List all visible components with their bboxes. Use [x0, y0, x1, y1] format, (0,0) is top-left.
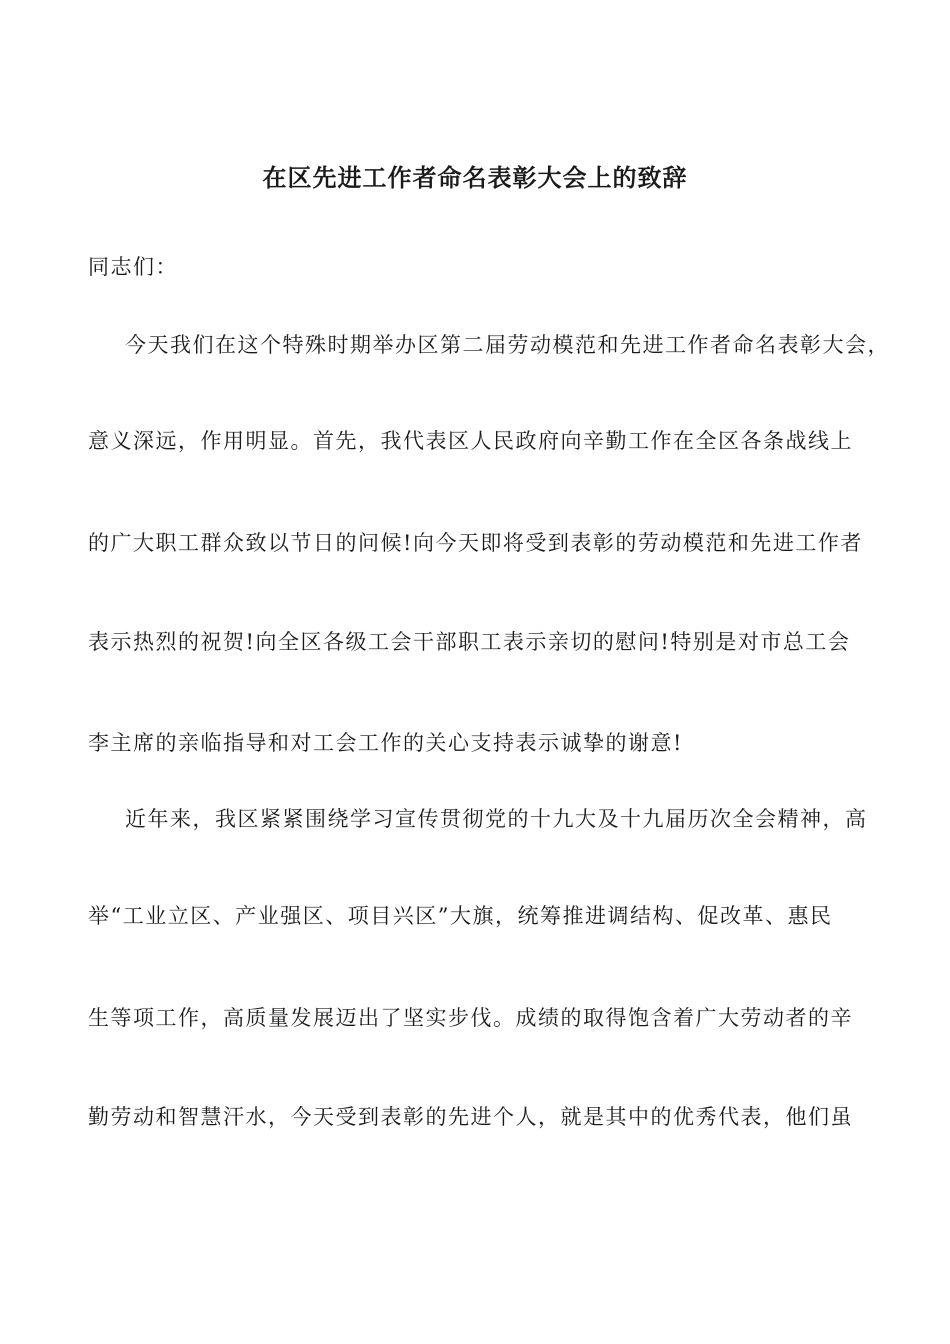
salutation: 同志们： — [88, 255, 178, 279]
paragraph-line: 表示热烈的祝贺!向全区各级工会干部职工表示亲切的慰问!特别是对市总工会 — [88, 630, 851, 654]
paragraph-line: 生等项工作，高质量发展迈出了坚实步伐。成绩的取得饱含着广大劳动者的辛 — [88, 1006, 853, 1030]
paragraph-line: 近年来，我区紧紧围绕学习宣传贯彻党的十九大及十九届历次全会精神，高 — [125, 807, 868, 831]
paragraph-line: 举“工业立区、产业强区、项目兴区”大旗，统筹推进调结构、促改革、惠民 — [88, 904, 833, 928]
paragraph-line: 的广大职工群众致以节日的问候!向今天即将受到表彰的劳动模范和先进工作者 — [88, 531, 863, 555]
paragraph-line: 李主席的亲临指导和对工会工作的关心支持表示诚挚的谢意! — [88, 731, 683, 755]
document-title: 在区先进工作者命名表彰大会上的致辞 — [262, 163, 688, 192]
paragraph-line: 今天我们在这个特殊时期举办区第二届劳动模范和先进工作者命名表彰大会， — [125, 333, 890, 357]
paragraph-line: 意义深远，作用明显。首先，我代表区人民政府向辛勤工作在全区各条战线上 — [88, 429, 853, 453]
paragraph-line: 勤劳动和智慧汗水，今天受到表彰的先进个人，就是其中的优秀代表，他们虽 — [88, 1105, 853, 1129]
